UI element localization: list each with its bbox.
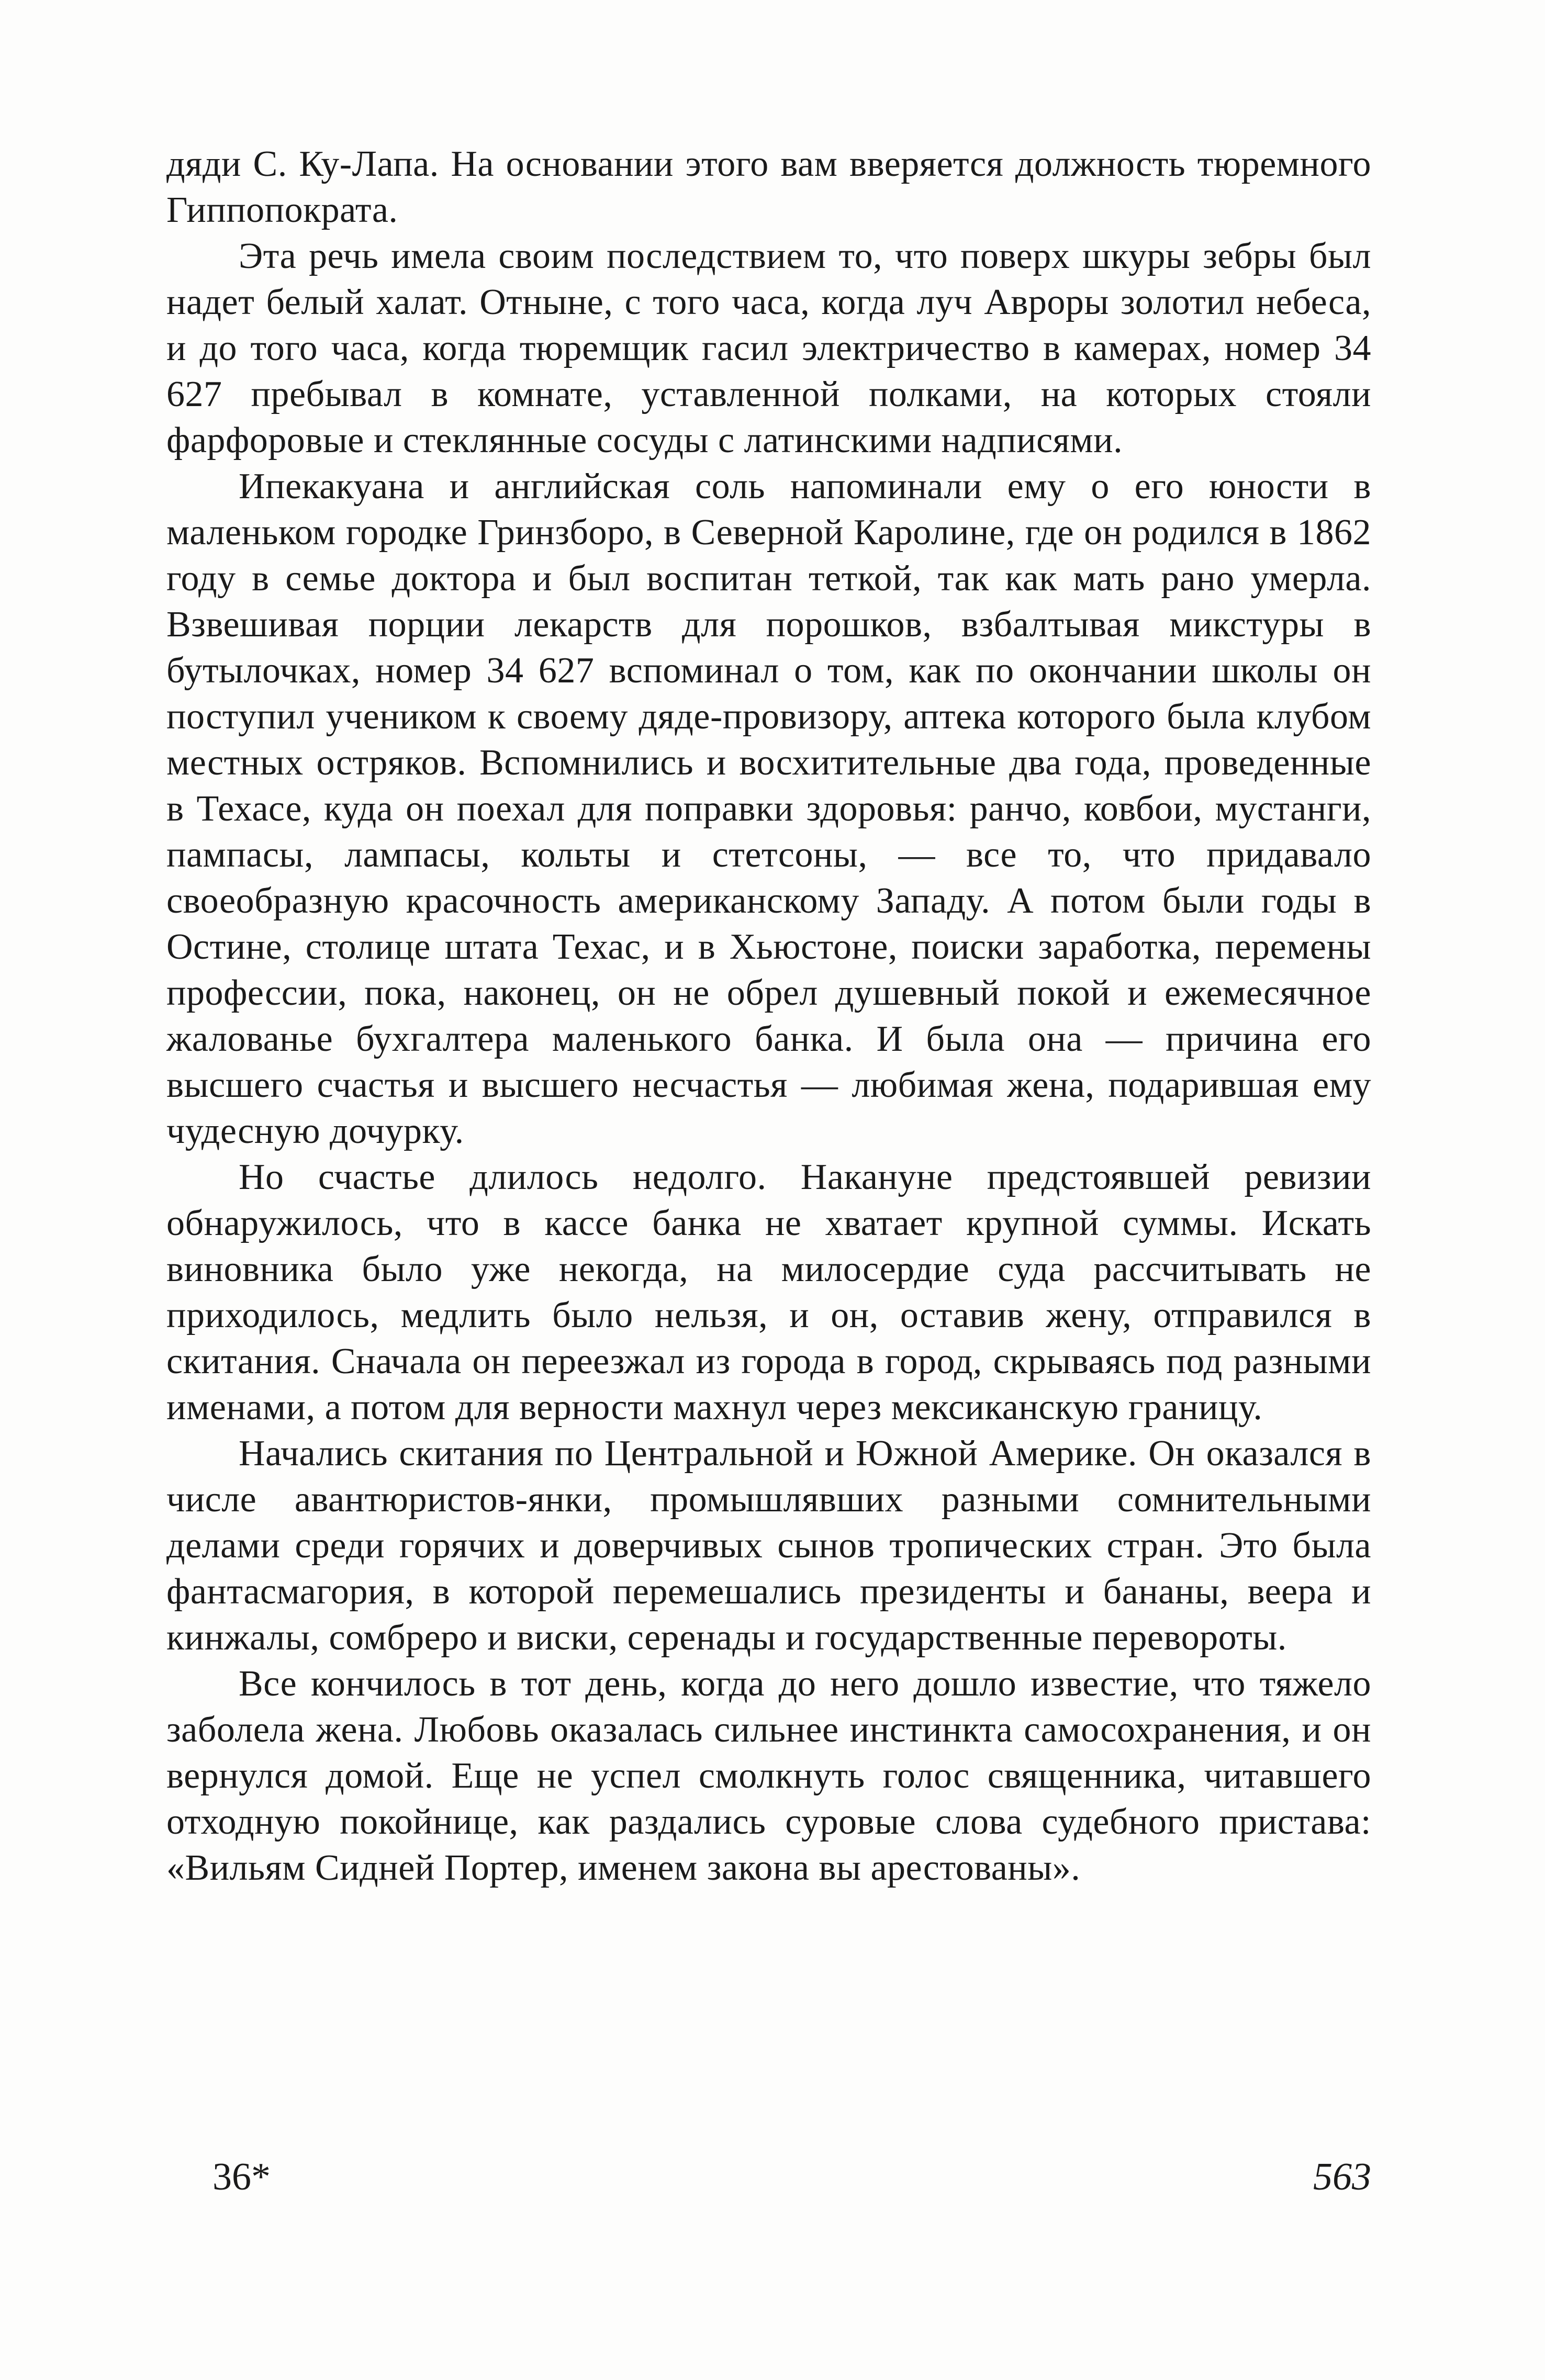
page-footer (166, 2155, 1371, 2213)
paragraph: Начались скитания по Центральной и Южной Америке. Он оказался в числе авантюристов-янки, промышлявших разными сомнительными делами среди горячих и доверчивых сынов тропических стран. Это была фантасмагория, в которой перемешались президенты и бананы, веера и кинжалы, сомбреро и виски, серенады и государственные перевороты. (166, 1433, 1371, 1658)
paragraph: Но счастье длилось недолго. Накануне предстоявшей ревизии обнаружилось, что в кассе банка не хватает крупной суммы. Искать виновника было уже некогда, на милосердие суда рассчитывать не приходилось, медлить было нельзя, и он, оставив жену, отправился в скитания. Сначала он переезжал из города в город, скрываясь под разными именами, а потом для верности махнул через мексиканскую границу. (166, 1157, 1371, 1428)
paragraph-continuation: дяди С. Ку-Лапа. На основании этого вам вверяется должность тюремного Гиппопократа. (166, 144, 1371, 230)
paragraph: Все кончилось в тот день, когда до него дошло известие, что тяжело заболела жена. Любовь оказалась сильнее инстинкта самосохранения, и он вернулся домой. Еще не успел смолкнуть голос священника, читавшего отходную покойнице, как раздались суровые слова судебного пристава: «Вильям Сидней Портер, именем закона вы арестованы». (166, 1664, 1371, 1888)
page-number: 563 (1313, 2156, 1371, 2198)
printer-signature-mark: 36* (212, 2156, 271, 2198)
body-text (166, 141, 1371, 1891)
paragraph: Эта речь имела своим последствием то, что поверх шкуры зебры был надет белый халат. Отныне, с того часа, когда луч Авроры золотил небеса, и до того часа, когда тюремщик гасил электричество в камерах, номер 34 627 пребывал в комнате, уставленной полками, на которых стояли фарфоровые и стеклянные сосуды с латинскими надписями. (166, 236, 1371, 461)
paragraph: Ипекакуана и английская соль напоминали ему о его юности в маленьком городке Гринзборо, в Северной Каролине, где он родился в 1862 году в семье доктора и был воспитан теткой, так как мать рано умерла. Взвешивая порции лекарств для порошков, взбалтывая микстуры в бутылочках, номер 34 627 вспоминал о том, как по окончании школы он поступил учеником к своему дяде-провизору, аптека которого была клубом местных остряков. Вспомнились и восхитительные два года, проведенные в Техасе, куда он поехал для поправки здоровья: ранчо, ковбои, мустанги, пампасы, лампасы, кольты и стетсоны, — все то, что придавало своеобразную красочность американскому Западу. А потом были годы в Остине, столице штата Техас, и в Хьюстоне, поиски заработка, перемены профессии, пока, наконец, он не обрел душевный покой и ежемесячное жалованье бухгалтера маленького банка. И была она — причина его высшего счастья и высшего несчастья — любимая жена, подарившая ему чудесную дочурку. (166, 466, 1371, 1151)
